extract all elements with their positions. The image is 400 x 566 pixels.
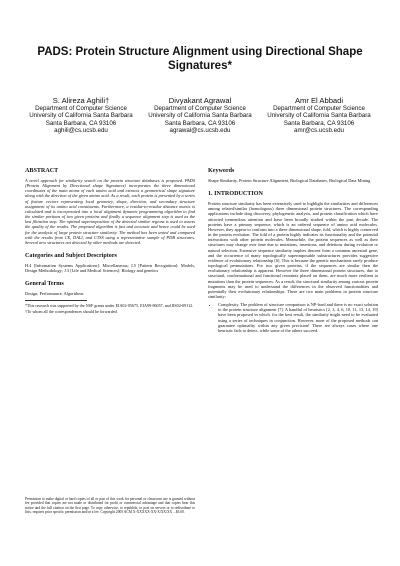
introduction-paragraph: Protein structure similarity has been extensively used to highlight the similarities and differences among related/similar (homologous) three dimensional protein structures. The corresponding applications include drug discovery, phylogenetic analysis, and protein classification which have attracted tremendous attention and have been broadly studied within the past decade. The proteins have a primary sequence, which is an ordered sequence of amino acid molecules. However, they appear to conform into a three dimensional shape, fold, which is highly conserved in the protein evolution. The fold of a protein highly indicates its functionality and the potential interactions with other protein molecules. Meanwhile, the protein sequences as well as their structures may change over time due to mutations, insertions, and deletions during evolution or natural selection. Extensive sequence similarity implies descent from a common ancestral gene, and the occurrence of many topologically superimposable substructures provides suggestive evidence of evolutionary relationship [6]. This is because the genetic mechanisms rarely produce topological permutations. For two given proteins, if the sequences are similar then the evolutionary relationship is apparent. However the three dimensional protein structures, due to structural, conformational and functional restraints placed on them, are much more resilient to mutations than the protein sequences. As a result, the structural similarity among various protein fragments may be used to understand the differences in the observed functionalities and potentially their evolutionary relationships. There are two main problems in protein structure similarity: [208,201,378,299]
problem-list [208,302,378,333]
author-city: Santa Barbara, CA 93106 [45,119,117,127]
author-name: S. Alireza Aghili† [52,96,110,105]
list-item: • Complexity. The problem of structure comparison is NP-hard and there is no exact solution to the protein structure alignment [7]. A handful of heuristics [2, 3, 4, 6, 10, 11, 13, 14, 19] have been proposed in which, for the best result, the similarity might need to be evaluated using a series of techniques in conjunction. However, none of the proposed methods can guarantee optimality within any given precision! There are always cases where one heuristic fails to detect, while some of the others succeed. [218,302,378,333]
footnote-correspondence: †To whom all the correspondences should be forwarded. [25,309,118,315]
author-1 [25,96,137,134]
author-3 [263,96,375,134]
author-block [25,96,375,134]
permission-notice: Permission to make digital or hard copies of all or part of this work for personal or classroom use is granted without fee provided that copies are not made or distributed for profit or commercial advantage and that copies bear this notice and the full citation on the first page. To copy otherwise, to republish, to post on servers or to redistribute to lists, requires prior specific permission and/or a fee. Copyright 2005 ACM X-XXXXX-XX-X/XX/XX ...$5.00. [25,497,195,514]
author-dept: Department of Computer Science [35,105,127,112]
author-dept: Department of Computer Science [154,105,246,112]
abstract-text: A novel approach for similarity search on the protein structure databases is proposed. PADS (Protein Alignment by Directional shape Signatures) incorporates the three dimensional coordinates of the main atoms of each amino acid and extracts a geometrical shape signature along with the direction of the given amino acid. As a result, each protein is presented by a series of feature vectors representing local geometry, shape, direction, and secondary structure assignment of its amino acid constituents. Furthermore, a residue-to-residue distance matrix is calculated and is incorporated into a local alignment dynamic programming algorithm to find the similar portions of two given proteins and finally a sequence alignment step is used as the last filtration step. The optimal superimposition of the detected similar regions is used to assess the quality of the results. The proposed algorithm is fast and accurate and hence could be used for the analysis of large protein structure similarity. The method has been tested and compared with the results from CE, DALI, and CTSS using a representative sample of PDB structures. Several new structures not detected by other methods are detected. [25,178,195,245]
author-email[interactable]: aghili@cs.ucsb.edu [54,126,108,134]
introduction-heading: 1. INTRODUCTION [208,191,263,198]
author-email[interactable]: agrawal@cs.ucsb.edu [169,126,231,134]
author-univ: University of California Santa Barbara [267,112,371,120]
keywords-heading: Keywords [208,168,235,174]
author-city: Santa Barbara, CA 93106 [164,119,236,127]
author-email[interactable]: amr@cs.ucsb.edu [294,126,344,134]
left-column [25,168,195,317]
general-terms-text: Design, Performance, Algorithms [25,291,84,297]
categories-heading: Categories and Subject Descriptors [25,253,117,260]
abstract-heading: ABSTRACT [25,168,59,174]
author-univ: University of California Santa Barbara [148,112,252,120]
author-univ: University of California Santa Barbara [29,112,133,120]
keywords-text: Shape Similarity, Protein Structure Alignment, Biological Databases, Biological Data Mining [208,178,371,183]
footnote-rule [25,300,87,301]
author-name: Divyakant Agrawal [168,96,232,105]
paper-title: PADS: Protein Structure Alignment using Directional Shape Signatures* [37,46,363,72]
footnote-funding: *This research was supported by the NSF grants under EIA02-05675, EIA99-86057, and IIS02-09112. [25,302,194,308]
author-city: Santa Barbara, CA 93106 [283,119,355,127]
author-dept: Department of Computer Science [273,105,365,112]
author-name: Amr El Abbadi [294,96,344,105]
right-column [208,168,378,333]
general-terms-heading: General Terms [25,281,64,288]
categories-text: H.4 [Information Systems Applications]: Miscellaneous; I.5 [Pattern Recognition]: Models, Design Methodology; J.3 [Life and Medical Sciences]: Biology and genetics [25,263,195,274]
author-2 [144,96,256,134]
